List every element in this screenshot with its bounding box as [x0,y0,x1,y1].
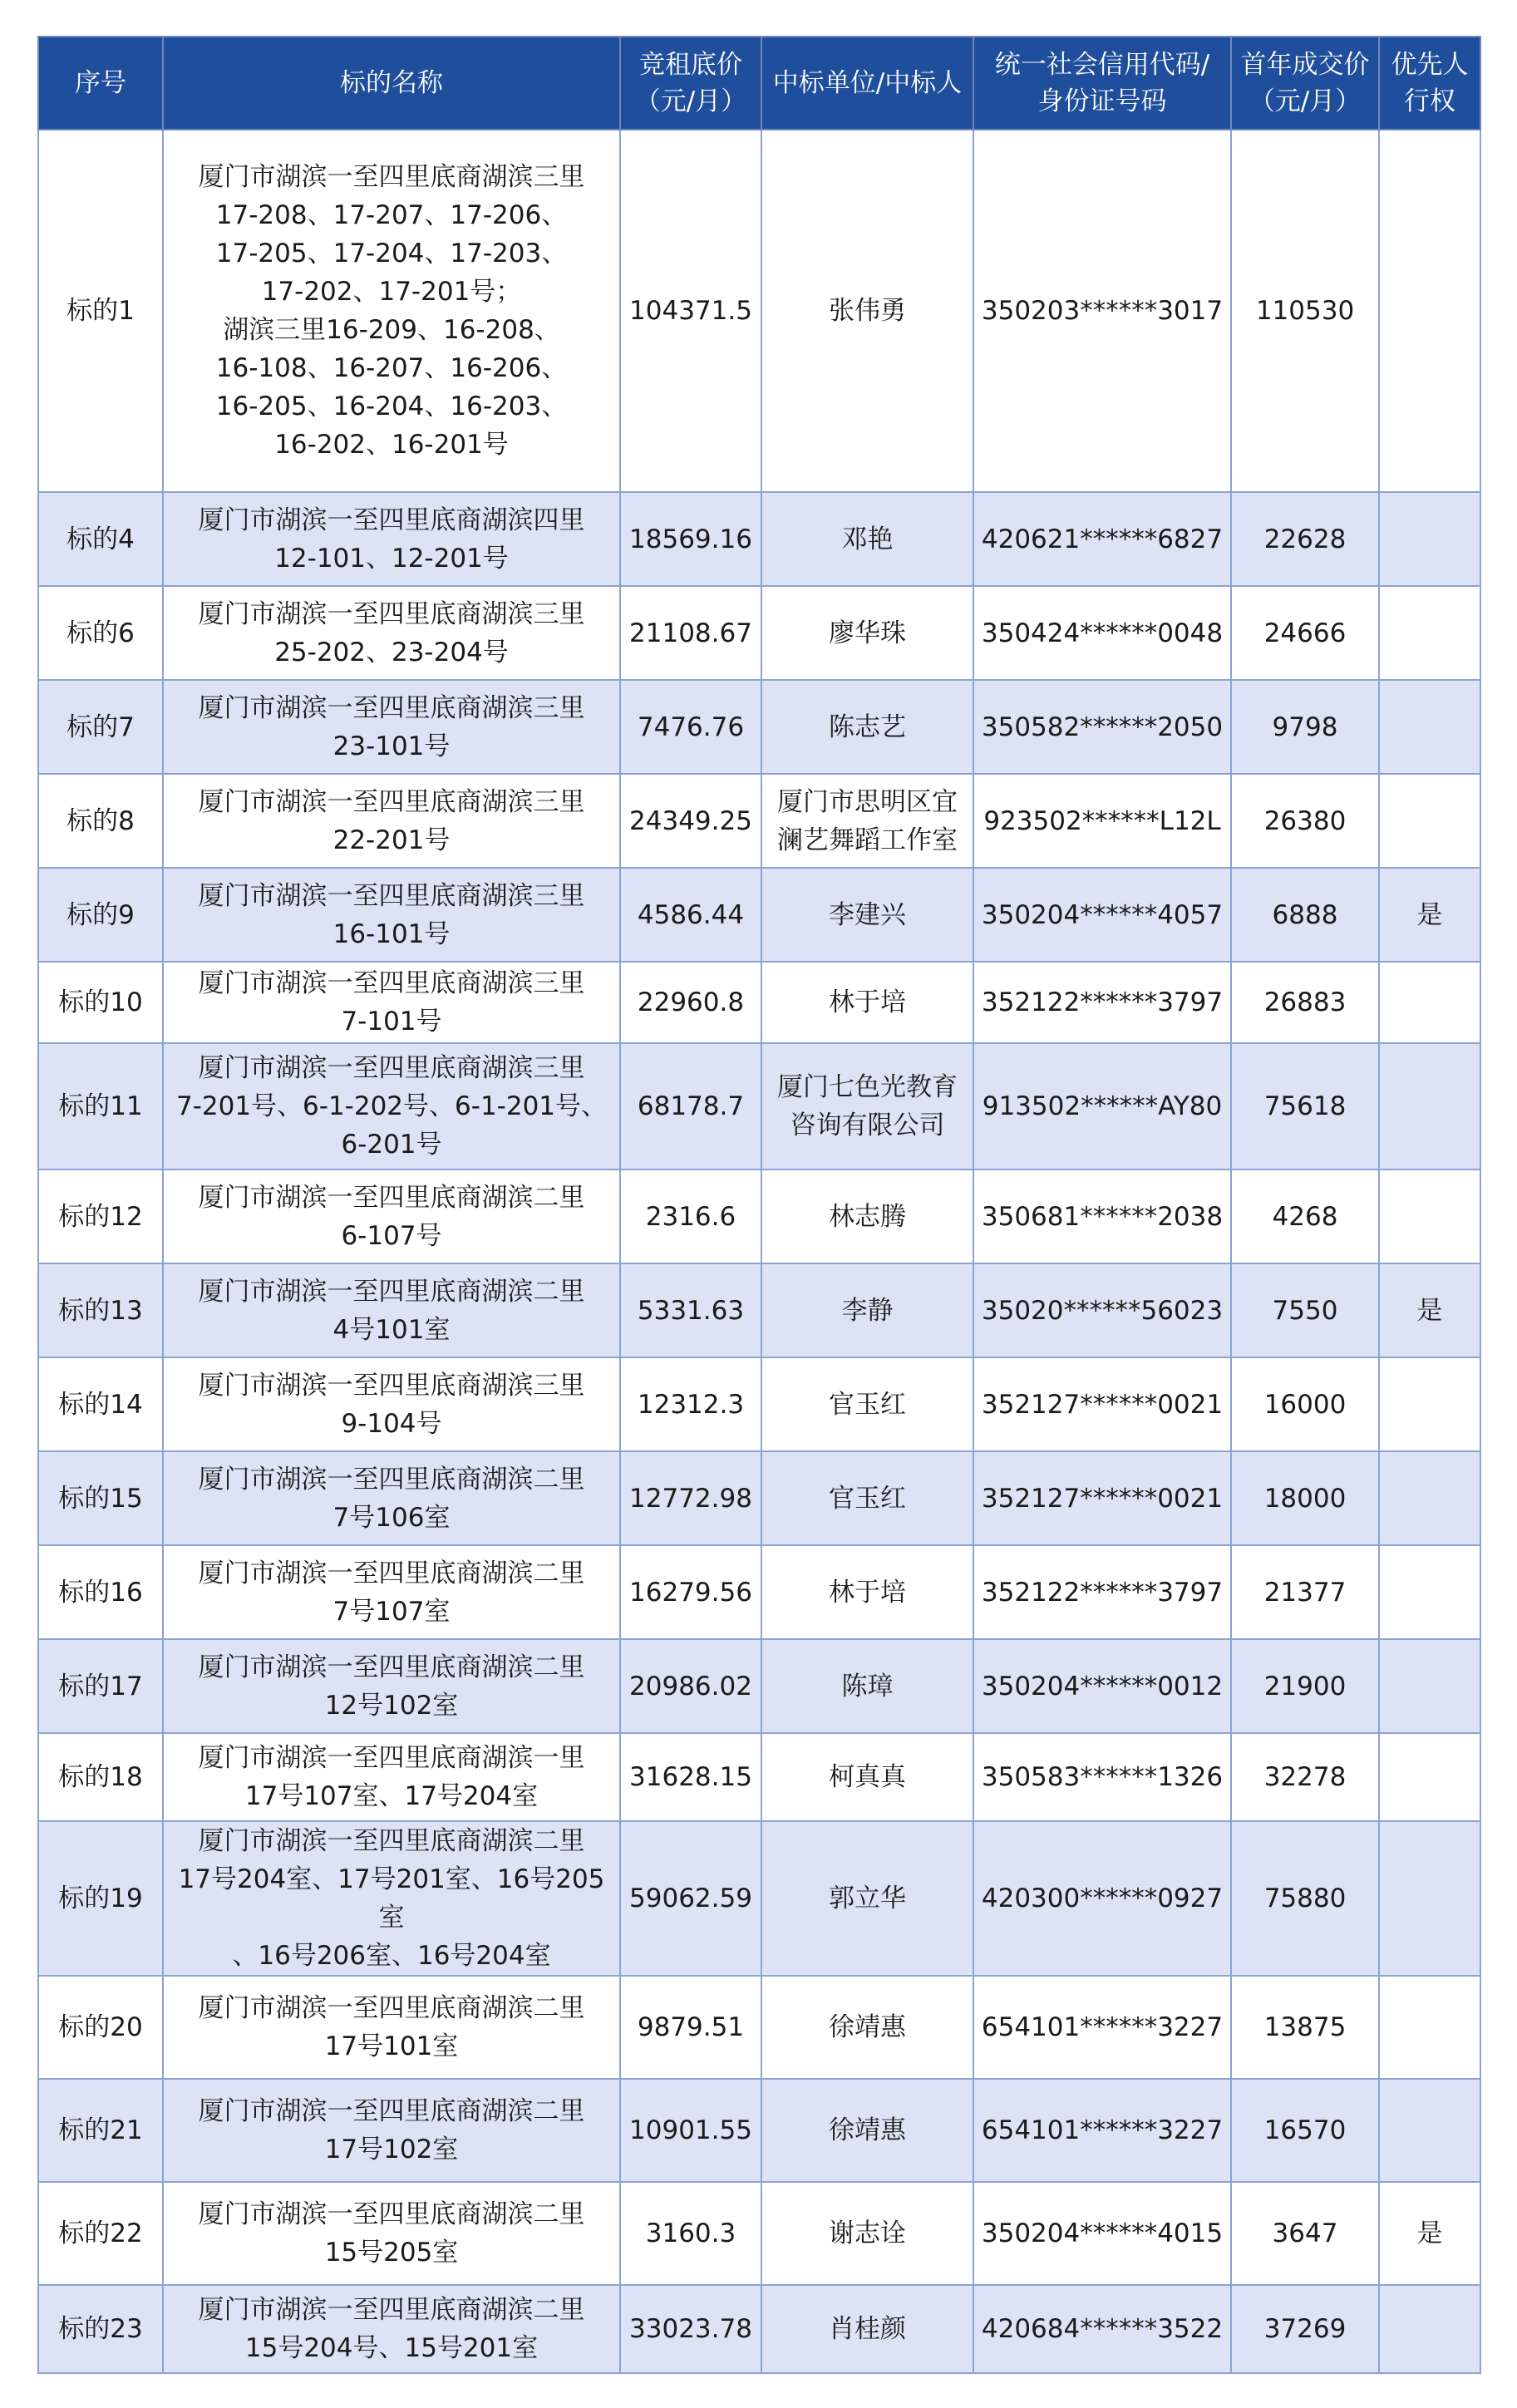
cell-seq: 标的14 [38,1357,163,1451]
table-row [38,1357,1480,1451]
cell-winner: 谢志诠 [761,2182,973,2285]
cell-priority: 是 [1379,2182,1480,2285]
cell-base-price: 59062.59 [620,1821,761,1976]
cell-winner: 厦门市思明区宜 澜艺舞蹈工作室 [761,774,973,868]
cell-credit-code: 352122******3797 [973,962,1231,1043]
cell-seq: 标的4 [38,492,163,586]
cell-seq: 标的10 [38,962,163,1043]
cell-winner: 徐靖惠 [761,2079,973,2182]
cell-base-price: 5331.63 [620,1263,761,1357]
table-row [38,1263,1480,1357]
table-row [38,1733,1480,1821]
cell-first-year: 7550 [1231,1263,1379,1357]
cell-first-year: 26883 [1231,962,1379,1043]
cell-credit-code: 350424******0048 [973,586,1231,680]
table-row [38,1043,1480,1170]
cell-base-price: 12312.3 [620,1357,761,1451]
table-row [38,2182,1480,2285]
cell-first-year: 16000 [1231,1357,1379,1451]
cell-winner: 徐靖惠 [761,1976,973,2079]
cell-priority [1379,1545,1480,1639]
cell-credit-code: 654101******3227 [973,2079,1231,2182]
cell-first-year: 13875 [1231,1976,1379,2079]
cell-base-price: 21108.67 [620,586,761,680]
cell-winner: 陈璋 [761,1639,973,1733]
cell-name: 厦门市湖滨一至四里底商湖滨二里 7号106室 [163,1451,620,1545]
header-priority: 优先人 行权 [1379,37,1480,130]
cell-base-price: 9879.51 [620,1976,761,2079]
cell-priority [1379,1451,1480,1545]
cell-priority [1379,1733,1480,1821]
cell-name: 厦门市湖滨一至四里底商湖滨二里 17号101室 [163,1976,620,2079]
cell-base-price: 104371.5 [620,130,761,492]
cell-winner: 廖华珠 [761,586,973,680]
cell-base-price: 12772.98 [620,1451,761,1545]
cell-winner: 张伟勇 [761,130,973,492]
results-table [37,36,1481,2374]
cell-winner: 林志腾 [761,1170,973,1263]
cell-name: 厦门市湖滨一至四里底商湖滨三里 23-101号 [163,680,620,774]
cell-first-year: 24666 [1231,586,1379,680]
cell-winner: 李静 [761,1263,973,1357]
table-row [38,1451,1480,1545]
cell-credit-code: 352127******0021 [973,1451,1231,1545]
cell-first-year: 18000 [1231,1451,1379,1545]
cell-priority [1379,2079,1480,2182]
cell-base-price: 10901.55 [620,2079,761,2182]
cell-seq: 标的9 [38,868,163,962]
table-row [38,1639,1480,1733]
cell-first-year: 9798 [1231,680,1379,774]
cell-seq: 标的11 [38,1043,163,1170]
cell-name: 厦门市湖滨一至四里底商湖滨二里 17号204室、17号201室、16号205室 、16号206室、16号204室 [163,1821,620,1976]
cell-base-price: 16279.56 [620,1545,761,1639]
cell-base-price: 33023.78 [620,2285,761,2373]
cell-priority: 是 [1379,868,1480,962]
table-row [38,130,1480,492]
table-row [38,1821,1480,1976]
cell-base-price: 3160.3 [620,2182,761,2285]
cell-credit-code: 350204******4057 [973,868,1231,962]
cell-base-price: 4586.44 [620,868,761,962]
cell-winner: 郭立华 [761,1821,973,1976]
cell-seq: 标的15 [38,1451,163,1545]
cell-base-price: 22960.8 [620,962,761,1043]
cell-base-price: 7476.76 [620,680,761,774]
cell-seq: 标的20 [38,1976,163,2079]
cell-name: 厦门市湖滨一至四里底商湖滨三里 22-201号 [163,774,620,868]
table-row [38,586,1480,680]
cell-name: 厦门市湖滨一至四里底商湖滨三里 7-201号、6-1-202号、6-1-201号、 6-201号 [163,1043,620,1170]
cell-winner: 官玉红 [761,1451,973,1545]
cell-base-price: 20986.02 [620,1639,761,1733]
cell-winner: 柯真真 [761,1733,973,1821]
cell-first-year: 21900 [1231,1639,1379,1733]
cell-name: 厦门市湖滨一至四里底商湖滨二里 6-107号 [163,1170,620,1263]
cell-winner: 厦门七色光教育 咨询有限公司 [761,1043,973,1170]
cell-priority [1379,130,1480,492]
header-name: 标的名称 [163,37,620,130]
cell-seq: 标的17 [38,1639,163,1733]
cell-seq: 标的18 [38,1733,163,1821]
header-row [38,37,1480,130]
cell-first-year: 26380 [1231,774,1379,868]
cell-credit-code: 350582******2050 [973,680,1231,774]
cell-credit-code: 923502******L12L [973,774,1231,868]
cell-first-year: 110530 [1231,130,1379,492]
cell-priority [1379,2285,1480,2373]
table-row [38,1976,1480,2079]
cell-name: 厦门市湖滨一至四里底商湖滨三里 16-101号 [163,868,620,962]
cell-base-price: 2316.6 [620,1170,761,1263]
cell-credit-code: 352127******0021 [973,1357,1231,1451]
header-seq: 序号 [38,37,163,130]
cell-credit-code: 35020******56023 [973,1263,1231,1357]
cell-first-year: 37269 [1231,2285,1379,2373]
cell-credit-code: 350583******1326 [973,1733,1231,1821]
cell-winner: 林于培 [761,1545,973,1639]
cell-base-price: 24349.25 [620,774,761,868]
cell-seq: 标的22 [38,2182,163,2285]
cell-base-price: 31628.15 [620,1733,761,1821]
cell-seq: 标的19 [38,1821,163,1976]
cell-credit-code: 913502******AY80 [973,1043,1231,1170]
cell-priority [1379,1043,1480,1170]
cell-name: 厦门市湖滨一至四里底商湖滨二里 4号101室 [163,1263,620,1357]
cell-winner: 邓艳 [761,492,973,586]
cell-first-year: 3647 [1231,2182,1379,2285]
cell-priority: 是 [1379,1263,1480,1357]
cell-seq: 标的21 [38,2079,163,2182]
cell-seq: 标的1 [38,130,163,492]
table-row [38,962,1480,1043]
cell-winner: 官玉红 [761,1357,973,1451]
cell-priority [1379,1170,1480,1263]
table-row [38,2079,1480,2182]
cell-credit-code: 420621******6827 [973,492,1231,586]
cell-priority [1379,492,1480,586]
cell-credit-code: 350204******4015 [973,2182,1231,2285]
cell-first-year: 22628 [1231,492,1379,586]
header-first-year: 首年成交价 （元/月） [1231,37,1379,130]
cell-name: 厦门市湖滨一至四里底商湖滨四里 12-101、12-201号 [163,492,620,586]
cell-credit-code: 654101******3227 [973,1976,1231,2079]
cell-winner: 肖桂颜 [761,2285,973,2373]
cell-credit-code: 352122******3797 [973,1545,1231,1639]
cell-priority [1379,1639,1480,1733]
cell-priority [1379,1357,1480,1451]
cell-winner: 李建兴 [761,868,973,962]
cell-credit-code: 350681******2038 [973,1170,1231,1263]
cell-name: 厦门市湖滨一至四里底商湖滨二里 15号205室 [163,2182,620,2285]
header-credit-code: 统一社会信用代码/ 身份证号码 [973,37,1231,130]
cell-name: 厦门市湖滨一至四里底商湖滨二里 7号107室 [163,1545,620,1639]
cell-seq: 标的13 [38,1263,163,1357]
table-row [38,868,1480,962]
cell-priority [1379,774,1480,868]
cell-seq: 标的16 [38,1545,163,1639]
cell-first-year: 21377 [1231,1545,1379,1639]
cell-priority [1379,586,1480,680]
cell-credit-code: 350204******0012 [973,1639,1231,1733]
cell-first-year: 32278 [1231,1733,1379,1821]
cell-priority [1379,962,1480,1043]
cell-first-year: 75880 [1231,1821,1379,1976]
cell-priority [1379,680,1480,774]
cell-base-price: 68178.7 [620,1043,761,1170]
cell-name: 厦门市湖滨一至四里底商湖滨三里 7-101号 [163,962,620,1043]
cell-seq: 标的8 [38,774,163,868]
cell-priority [1379,1976,1480,2079]
cell-first-year: 75618 [1231,1043,1379,1170]
cell-credit-code: 420684******3522 [973,2285,1231,2373]
cell-name: 厦门市湖滨一至四里底商湖滨二里 15号204号、15号201室 [163,2285,620,2373]
cell-winner: 陈志艺 [761,680,973,774]
cell-first-year: 6888 [1231,868,1379,962]
table-row [38,2285,1480,2373]
cell-first-year: 16570 [1231,2079,1379,2182]
cell-seq: 标的7 [38,680,163,774]
header-base-price: 竞租底价 （元/月） [620,37,761,130]
cell-name: 厦门市湖滨一至四里底商湖滨三里 17-208、17-207、17-206、 17-205、17-204、17-203、 17-202、17-201号； 湖滨三里16-209、16-208、 16-108、16-207、16-206、 16-205、16-204、16-203、 16-202、16-201号 [163,130,620,492]
table-row [38,1545,1480,1639]
cell-seq: 标的6 [38,586,163,680]
cell-seq: 标的12 [38,1170,163,1263]
cell-priority [1379,1821,1480,1976]
cell-name: 厦门市湖滨一至四里底商湖滨一里 17号107室、17号204室 [163,1733,620,1821]
cell-winner: 林于培 [761,962,973,1043]
cell-name: 厦门市湖滨一至四里底商湖滨三里 25-202、23-204号 [163,586,620,680]
cell-name: 厦门市湖滨一至四里底商湖滨三里 9-104号 [163,1357,620,1451]
table-row [38,774,1480,868]
cell-base-price: 18569.16 [620,492,761,586]
cell-name: 厦门市湖滨一至四里底商湖滨二里 12号102室 [163,1639,620,1733]
table-row [38,680,1480,774]
table-row [38,492,1480,586]
header-winner: 中标单位/中标人 [761,37,973,130]
cell-name: 厦门市湖滨一至四里底商湖滨二里 17号102室 [163,2079,620,2182]
cell-first-year: 4268 [1231,1170,1379,1263]
cell-credit-code: 350203******3017 [973,130,1231,492]
cell-credit-code: 420300******0927 [973,1821,1231,1976]
cell-seq: 标的23 [38,2285,163,2373]
table-row [38,1170,1480,1263]
